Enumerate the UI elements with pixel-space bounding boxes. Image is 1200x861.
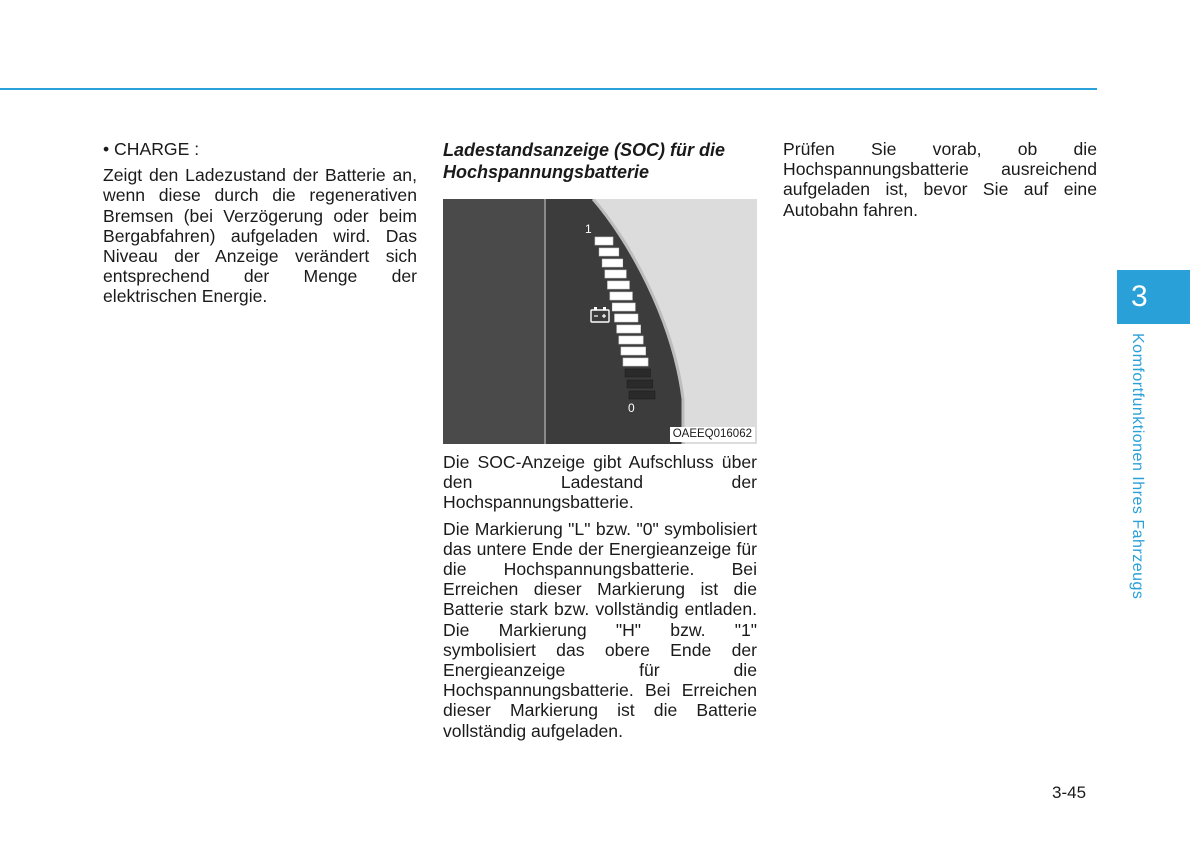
soc-segment	[599, 248, 619, 256]
highway-advice: Prüfen Sie vorab, ob die Hochspannungsbatterie ausreichend aufgeladen ist, bevor Sie auf eine Autobahn fahren.	[783, 139, 1097, 220]
page-number: 3-45	[1052, 783, 1087, 802]
left-column	[103, 139, 417, 313]
soc-segment	[621, 347, 646, 355]
soc-segment	[595, 237, 613, 245]
soc-segment	[612, 303, 635, 311]
soc-segment	[619, 336, 643, 344]
soc-segment	[627, 380, 653, 388]
soc-segment	[617, 325, 641, 333]
soc-segment	[607, 281, 629, 289]
soc-paragraph-1: Die SOC-Anzeige gibt Aufschluss über den Ladestand der Hochspannungsbatterie.	[443, 452, 757, 513]
soc-paragraph-2: Die Markierung "L" bzw. "0" symbolisiert das untere Ende der Energieanzeige für die Hochspannungsbatterie. Bei Erreichen dieser Markierung ist die Batterie stark bzw. vollständig entladen. Die Markierung "H" bzw. "1" symbolisiert das obere Ende der Energieanzeige für die Hochspannungsbatterie. Bei Erreichen dieser Markierung ist die Batterie vollständig aufgeladen.	[443, 518, 757, 741]
charge-description: Zeigt den Ladezustand der Batterie an, wenn diese durch die regenerativen Bremsen (bei Verzögerung oder beim Bergabfahren) aufgeladen wird. Das Niveau der Anzeige verändert sich entsprechend der Menge der elektrischen Energie.	[103, 165, 417, 307]
soc-segment	[623, 358, 648, 366]
middle-column	[443, 139, 757, 747]
soc-segment	[625, 369, 650, 377]
soc-segment	[615, 314, 638, 322]
right-column	[783, 139, 1097, 226]
soc-segment	[602, 259, 623, 267]
top-rule	[0, 88, 1097, 90]
soc-segment	[610, 292, 632, 300]
section-heading: Ladestandsanzeige (SOC) für die Hochspannungsbatterie	[443, 140, 726, 182]
gauge-label-empty: 0	[628, 401, 635, 415]
chapter-title: Komfortfunktionen Ihres Fahrzeugs	[1129, 333, 1146, 600]
charge-bullet: • CHARGE :	[103, 139, 200, 159]
gauge-label-full: 1	[585, 222, 592, 236]
chapter-tab: 3	[1117, 270, 1190, 324]
figure-code: OAEEQ016062	[670, 427, 755, 442]
soc-gauge-illustration	[443, 199, 757, 444]
soc-segment	[605, 270, 626, 278]
soc-gauge-figure	[443, 199, 757, 444]
